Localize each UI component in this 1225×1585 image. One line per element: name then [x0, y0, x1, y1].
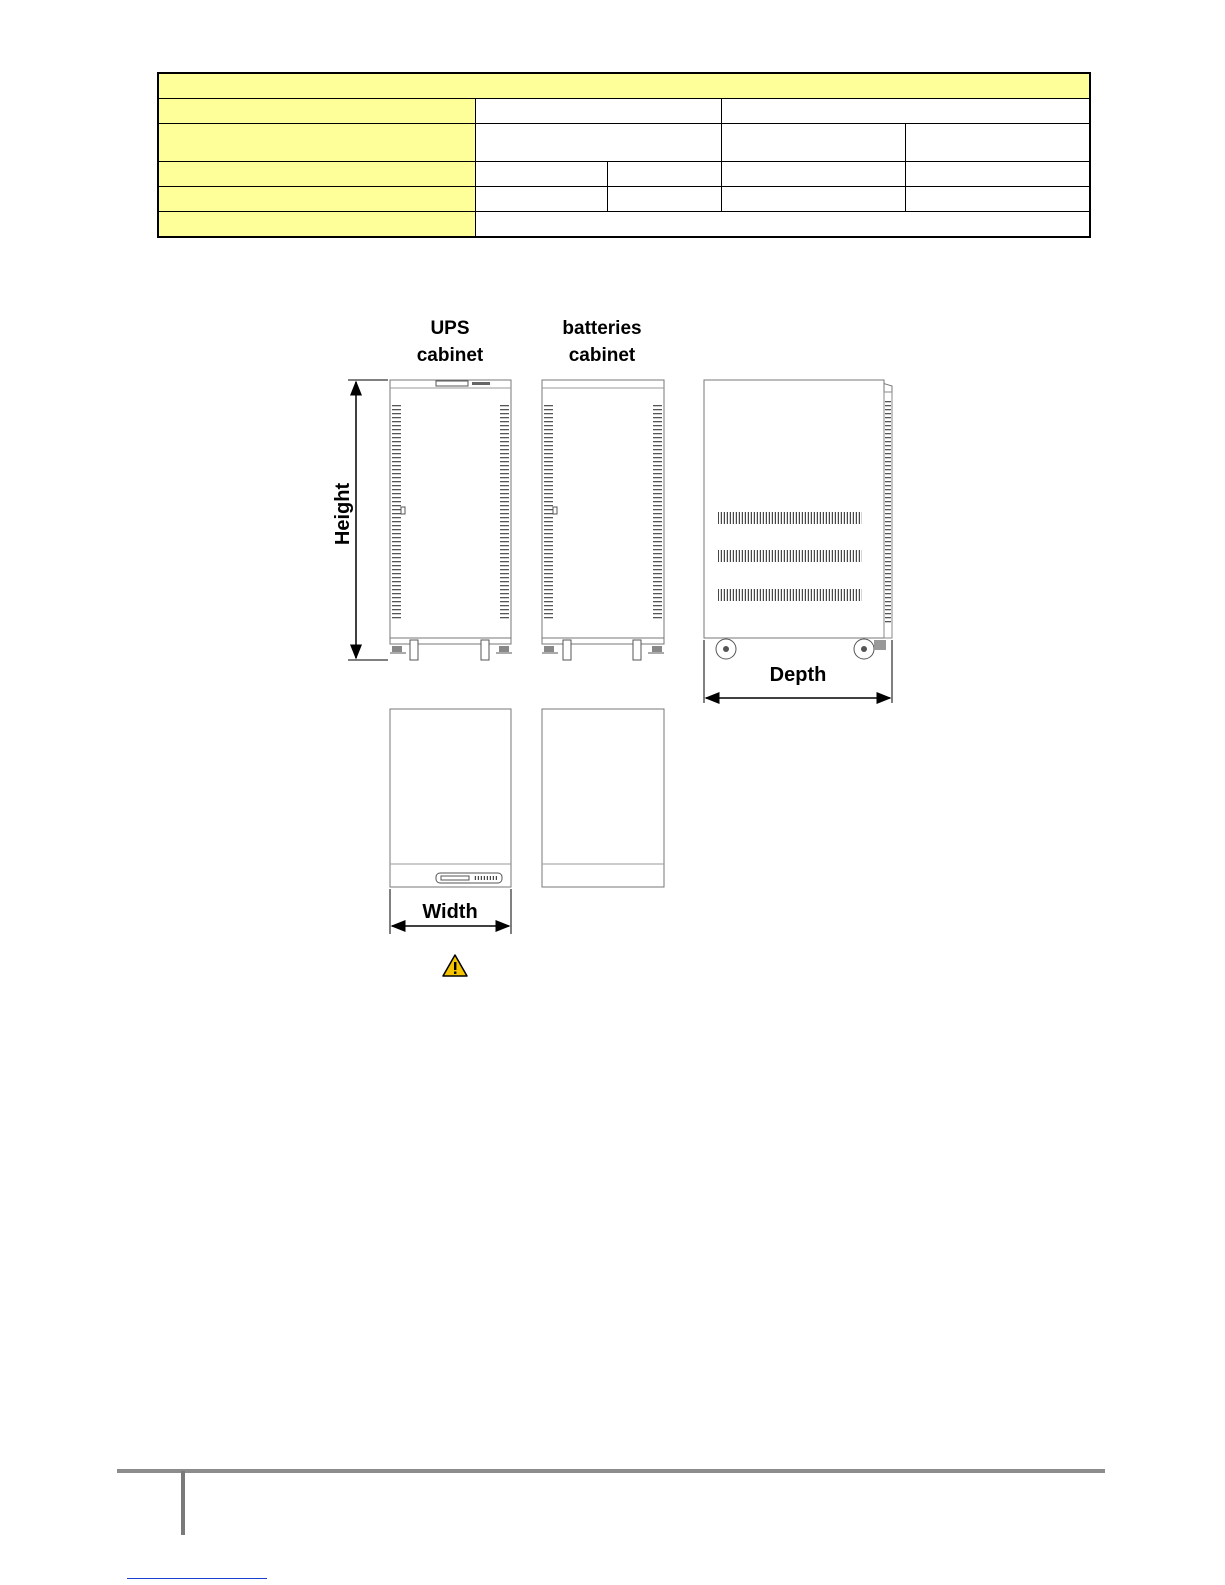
batteries-cabinet-front-view — [542, 380, 664, 660]
warning-triangle-icon — [443, 955, 467, 976]
batteries-cabinet-caption-line1: batteries — [562, 318, 642, 339]
batteries-cabinet-top-view — [542, 709, 664, 887]
footer-rule — [117, 1469, 1105, 1473]
cabinet-side-view — [704, 380, 892, 659]
width-label: Width — [422, 901, 478, 923]
height-label: Height — [332, 482, 354, 546]
ups-cabinet-caption-line1: UPS — [430, 318, 470, 339]
height-dimension — [332, 380, 388, 660]
batteries-cabinet-caption-line2: cabinet — [568, 345, 636, 366]
footer-vertical-bar — [181, 1471, 185, 1535]
ups-cabinet-front-view — [390, 380, 512, 660]
footer-link-underline[interactable] — [127, 1578, 267, 1579]
ups-cabinet-top-view — [390, 709, 511, 887]
depth-label: Depth — [769, 664, 827, 686]
width-dimension — [390, 889, 511, 934]
ups-cabinet-caption-line2: cabinet — [416, 345, 484, 366]
